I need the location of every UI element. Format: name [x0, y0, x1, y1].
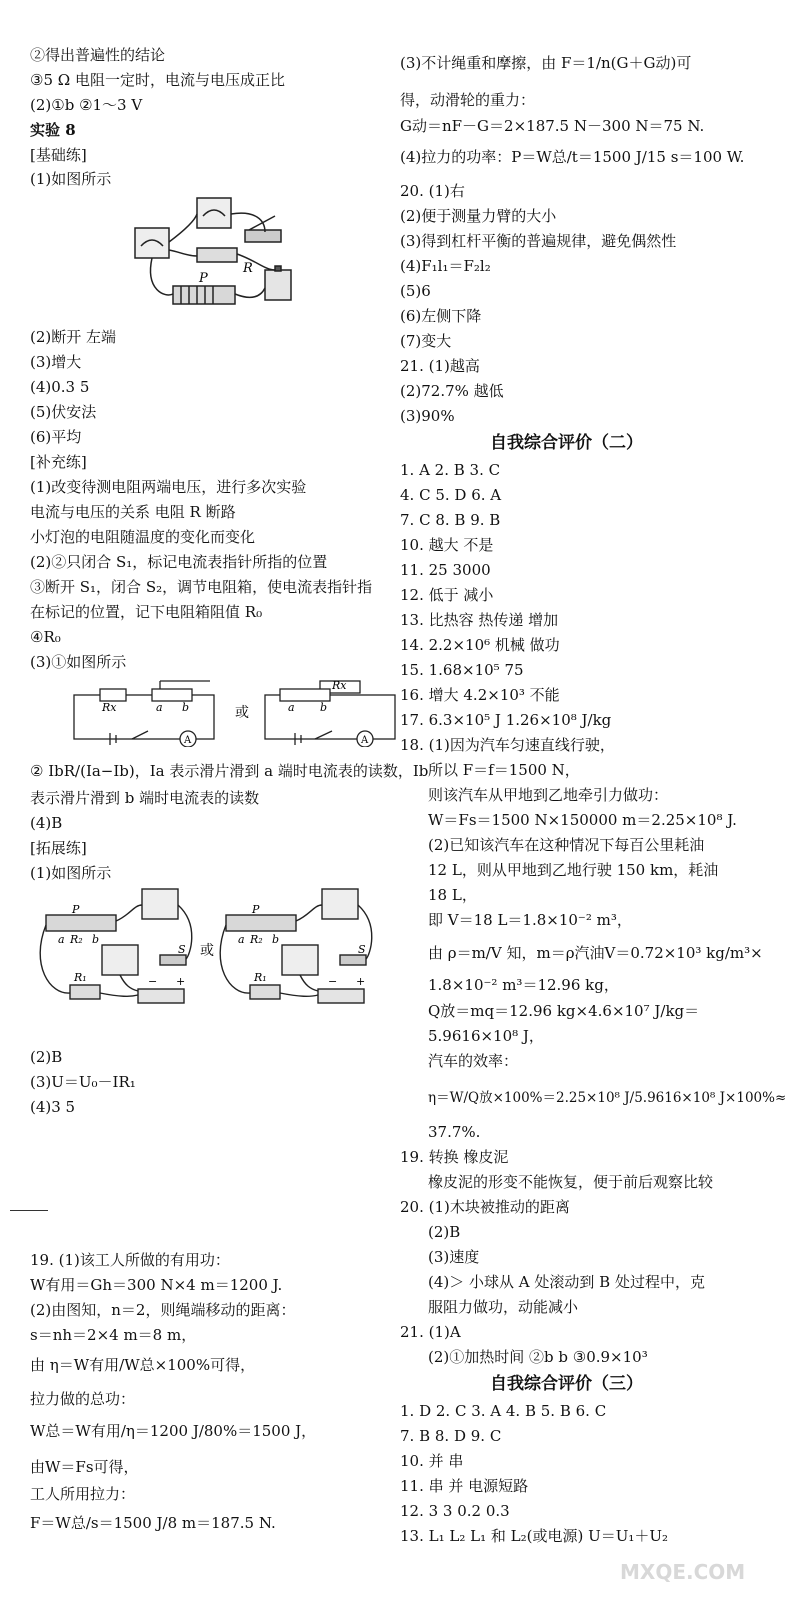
- text-line: ②得出普遍性的结论: [30, 46, 166, 64]
- text-line: (3)不计绳重和摩擦，由 F＝1/n(G＋G动)可: [400, 54, 692, 72]
- answer-line: 18. (1)因为汽车匀速直线行驶，: [400, 736, 615, 754]
- answer-line: (4)＞ 小球从 A 处滚动到 B 处过程中，克: [428, 1273, 705, 1291]
- label-r2-left: R₂: [70, 933, 83, 946]
- text-line: 表示滑片滑到 b 端时电流表的读数: [30, 789, 260, 807]
- label-r1-left: R₁: [74, 971, 87, 984]
- text-line: ② IbR/(Ia−Ib)，Ia 表示滑片滑到 a 端时电流表的读数，Ib: [30, 762, 429, 780]
- text-line: 得，动滑轮的重力：: [400, 91, 536, 109]
- answer-line: 1. A 2. B 3. C: [400, 461, 501, 479]
- text-line: ③5 Ω 电阻一定时，电流与电压成正比: [30, 71, 285, 89]
- circuit-schematic-figure: [70, 675, 410, 747]
- label-b-2: b: [320, 701, 328, 714]
- answer-line: 即 V＝18 L＝1.8×10⁻² m³，: [428, 911, 632, 929]
- section-title: 实验 8: [30, 121, 76, 139]
- watermark: MXQE.COM: [620, 1560, 746, 1584]
- text-line: G动＝nF－G＝2×187.5 N－300 N＝75 N.: [400, 117, 705, 135]
- text-line: (3)①如图所示: [30, 653, 127, 671]
- answer-line: 7. C 8. B 9. B: [400, 511, 501, 529]
- answer-line: 10. 并 串: [400, 1452, 464, 1470]
- answer-line: 21. (1)A: [400, 1323, 461, 1341]
- answer-line: (3)速度: [428, 1248, 480, 1266]
- text-line: 由 η＝W有用/W总×100%可得，: [30, 1356, 256, 1374]
- answer-line: 16. 增大 4.2×10³ 不能: [400, 686, 560, 704]
- text-line: (3)90%: [400, 407, 455, 425]
- answer-line: 4. C 5. D 6. A: [400, 486, 502, 504]
- answer-line: 13. 比热容 热传递 增加: [400, 611, 559, 629]
- answer-line: 11. 串 并 电源短路: [400, 1477, 529, 1495]
- text-line: (2)断开 左端: [30, 328, 117, 346]
- label-a-left: a: [58, 933, 65, 946]
- text-line: F＝W总/s＝1500 J/8 m＝187.5 N.: [30, 1514, 276, 1532]
- or-label-2: 或: [200, 943, 214, 959]
- text-line: (4)B: [30, 814, 63, 832]
- text-line: 21. (1)越高: [400, 357, 480, 375]
- text-line: (2)便于测量力臂的大小: [400, 207, 557, 225]
- text-line: (3)得到杠杆平衡的普遍规律，避免偶然性: [400, 232, 677, 250]
- label-a: a: [156, 701, 163, 714]
- answer-line: 5.9616×10⁸ J，: [428, 1027, 544, 1045]
- label-s-right: S: [358, 943, 366, 956]
- text-line: 拉力做的总功：: [30, 1390, 136, 1408]
- answer-line: 17. 6.3×10⁵ J 1.26×10⁸ J/kg: [400, 711, 612, 729]
- label-r2-right: R₂: [250, 933, 263, 946]
- answer-line: 10. 越大 不是: [400, 536, 494, 554]
- label-rx-2: Rx: [332, 679, 347, 692]
- answer-line: 12. 低于 减小: [400, 586, 494, 604]
- text-line: 由W＝Fs可得，: [30, 1458, 139, 1476]
- circuit-label-r: R: [243, 261, 253, 276]
- answer-line: 1. D 2. C 3. A 4. B 5. B 6. C: [400, 1402, 607, 1420]
- answer-line: 19. 转换 橡皮泥: [400, 1148, 509, 1166]
- text-line: 20. (1)右: [400, 182, 465, 200]
- answer-line: 1.8×10⁻² m³＝12.96 kg，: [428, 976, 619, 994]
- text-line: 小灯泡的电阻随温度的变化而变化: [30, 528, 256, 546]
- text-line: (1)改变待测电阻两端电压，进行多次实验: [30, 478, 307, 496]
- text-line: (2)72.7% 越低: [400, 382, 504, 400]
- label-rx: Rx: [102, 701, 117, 714]
- text-line: 19. (1)该工人所做的有用功：: [30, 1251, 230, 1269]
- answer-line: 37.7%.: [428, 1123, 481, 1141]
- label-p: P: [72, 903, 80, 916]
- label-r1-right: R₁: [254, 971, 267, 984]
- answer-line: 汽车的效率：: [428, 1052, 519, 1070]
- or-label: 或: [235, 705, 249, 721]
- ammeter-label: A: [184, 735, 192, 746]
- answer-line: 14. 2.2×10⁶ 机械 做功: [400, 636, 560, 654]
- text-line: (2)B: [30, 1048, 63, 1066]
- answer-line: 服阻力做功，动能减小: [428, 1298, 579, 1316]
- section-heading-2: 自我综合评价（二）: [490, 433, 643, 453]
- text-line: W总＝W有用/η＝1200 J/80%＝1500 J，: [30, 1422, 317, 1440]
- ammeter-label-2: A: [361, 735, 369, 746]
- answer-line: 18 L，: [428, 886, 477, 904]
- text-line: (1)如图所示: [30, 170, 112, 188]
- answer-line: 橡皮泥的形变不能恢复，便于前后观察比较: [428, 1173, 714, 1191]
- answer-line: 则该汽车从甲地到乙地牵引力做功：: [428, 786, 669, 804]
- label-a-2: a: [288, 701, 295, 714]
- answer-line: Q放＝mq＝12.96 kg×4.6×10⁷ J/kg＝: [428, 1002, 700, 1020]
- text-line: (4)拉力的功率：P＝W总/t＝1500 J/15 s＝100 W.: [400, 148, 745, 166]
- text-line: (3)增大: [30, 353, 82, 371]
- label-plus-right: +: [356, 975, 366, 988]
- label-b: b: [182, 701, 190, 714]
- section-heading-3: 自我综合评价（三）: [490, 1374, 643, 1394]
- circuit-figure-2: [30, 885, 400, 1015]
- answer-line: 由 ρ＝m/V 知，m＝ρ汽油V＝0.72×10³ kg/m³×: [428, 944, 763, 962]
- answer-line: (2)B: [428, 1223, 461, 1241]
- text-line: (4)0.3 5: [30, 378, 90, 396]
- section-label: [拓展练]: [30, 839, 87, 857]
- answer-line: 所以 F＝f＝1500 N，: [428, 761, 580, 779]
- section-label: [补充练]: [30, 453, 87, 471]
- answer-line: 12. 3 3 0.2 0.3: [400, 1502, 510, 1520]
- text-line: (2)由图知，n＝2，则绳端移动的距离：: [30, 1301, 296, 1319]
- label-minus-right: −: [328, 975, 338, 988]
- answer-line: 20. (1)木块被推动的距离: [400, 1198, 570, 1216]
- text-line: ③断开 S₁，闭合 S₂，调节电阻箱，使电流表指针指: [30, 578, 373, 596]
- answer-line: η＝W/Q放×100%＝2.25×10⁸ J/5.9616×10⁸ J×100%≈: [428, 1090, 787, 1106]
- text-line: W有用＝Gh＝300 N×4 m＝1200 J.: [30, 1276, 283, 1294]
- text-line: (7)变大: [400, 332, 452, 350]
- answer-line: (2)①加热时间 ②b b ③0.9×10³: [428, 1348, 648, 1366]
- text-line: (5)伏安法: [30, 403, 97, 421]
- text-line: (2)②只闭合 S₁，标记电流表指针所指的位置: [30, 553, 328, 571]
- label-minus-left: −: [148, 975, 158, 988]
- answer-line: W＝Fs＝1500 N×150000 m＝2.25×10⁸ J.: [428, 811, 737, 829]
- text-line: (4)3 5: [30, 1098, 76, 1116]
- answer-line: 7. B 8. D 9. C: [400, 1427, 502, 1445]
- circuit-label-p: P: [199, 271, 208, 286]
- answer-line: 12 L，则从甲地到乙地行驶 150 km，耗油: [428, 861, 719, 879]
- text-line: (1)如图所示: [30, 864, 112, 882]
- answer-line: 13. L₁ L₂ L₁ 和 L₂(或电源) U＝U₁＋U₂: [400, 1527, 669, 1545]
- answer-line: (2)已知该汽车在这种情况下每百公里耗油: [428, 836, 705, 854]
- text-line: ④R₀: [30, 628, 61, 646]
- label-p-right: P: [252, 903, 260, 916]
- text-line: (2)①b ②1～3 V: [30, 96, 143, 114]
- text-line: 在标记的位置，记下电阻箱阻值 R₀: [30, 603, 263, 621]
- text-line: (6)平均: [30, 428, 82, 446]
- answer-line: 11. 25 3000: [400, 561, 491, 579]
- divider: [10, 1210, 48, 1211]
- answer-line: 15. 1.68×10⁵ 75: [400, 661, 524, 679]
- text-line: 电流与电压的关系 电阻 R 断路: [30, 503, 236, 521]
- text-line: s＝nh＝2×4 m＝8 m，: [30, 1326, 197, 1344]
- text-line: (5)6: [400, 282, 431, 300]
- label-a-right: a: [238, 933, 245, 946]
- text-line: 工人所用拉力：: [30, 1485, 136, 1503]
- circuit-figure-1: [125, 190, 335, 320]
- label-s-left: S: [178, 943, 186, 956]
- text-line: (6)左侧下降: [400, 307, 482, 325]
- label-plus-left: +: [176, 975, 186, 988]
- text-line: (3)U＝U₀－IR₁: [30, 1073, 136, 1091]
- label-b-right: b: [272, 933, 280, 946]
- text-line: (4)F₁l₁＝F₂l₂: [400, 257, 491, 275]
- label-b-left: b: [92, 933, 100, 946]
- section-label: [基础练]: [30, 146, 87, 164]
